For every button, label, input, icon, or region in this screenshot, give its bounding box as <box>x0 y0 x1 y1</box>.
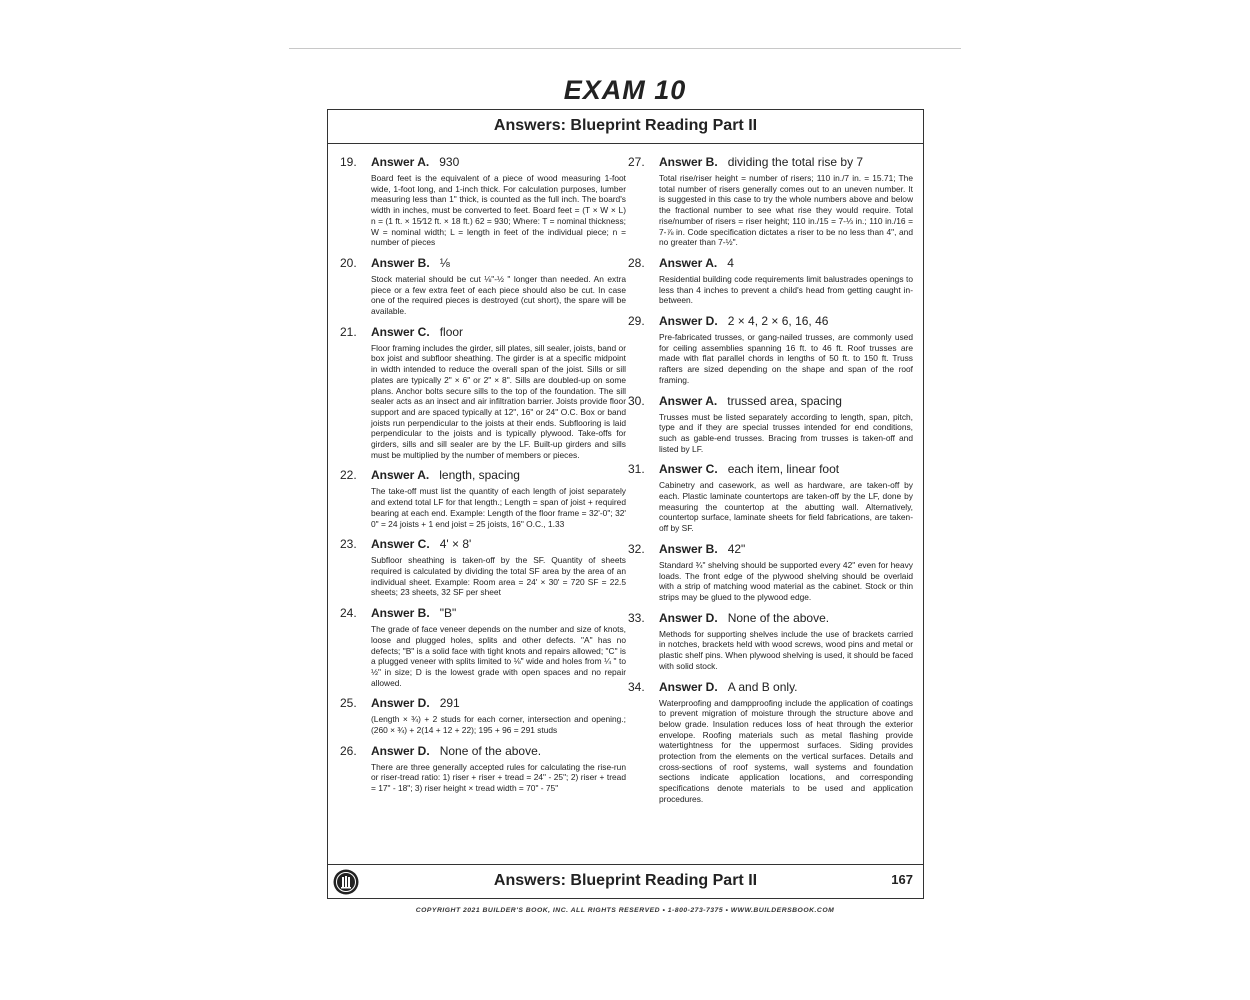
question-line <box>340 605 626 621</box>
answer-choice: trussed area, spacing <box>727 393 842 408</box>
answer-choice: length, spacing <box>439 468 520 483</box>
question-line <box>340 324 626 340</box>
answer-item <box>340 154 626 248</box>
answer-label: Answer D. <box>659 679 718 694</box>
section-footer <box>328 864 923 898</box>
question-number: 26. <box>340 743 357 758</box>
answer-explanation: (Length × ¾) + 2 studs for each corner, intersection and opening.; (260 × ¾) + 2(14 + 12 + 22); 195 + 96 = 291 studs <box>371 714 626 736</box>
answer-choice: floor <box>439 324 464 339</box>
answers-column-right <box>628 154 913 812</box>
question-number: 21. <box>340 324 357 339</box>
question-line <box>340 695 626 711</box>
answers-column-left <box>340 154 626 801</box>
answer-label: Answer D. <box>371 696 430 711</box>
answer-explanation: There are three generally accepted rules for calculating the rise-run or riser-tread ratio: 1) riser + riser + tread = 24" - 25"; 2) riser + tread = 17" - 18"; 3) riser height × tread width = 70" - 75" <box>371 761 626 794</box>
question-line <box>628 393 913 409</box>
question-line <box>628 313 913 329</box>
answer-explanation: Trusses must be listed separately according to length, span, pitch, type and if they are special trusses intended for end conditions, such as gable-end trusses. Bracing from trusses is taken-off and listed by LF. <box>659 411 913 454</box>
answer-choice: ⅛ <box>439 255 450 270</box>
answer-item <box>340 743 626 794</box>
top-divider <box>289 48 961 49</box>
question-line <box>628 610 913 626</box>
page-number: 167 <box>891 872 913 887</box>
footer-title: Answers: Blueprint Reading Part II <box>493 872 758 889</box>
question-line <box>628 255 913 271</box>
answer-item <box>628 313 913 386</box>
answer-label: Answer A. <box>659 255 718 270</box>
copyright-line: COPYRIGHT 2021 BUILDER'S BOOK, INC. ALL RIGHTS RESERVED • 1-800-273-7375 • WWW.BUILDERSBOOK.COM <box>415 907 835 914</box>
question-line <box>628 461 913 477</box>
answer-item <box>340 605 626 688</box>
answer-label: Answer B. <box>659 541 718 556</box>
answer-choice: 2 × 4, 2 × 6, 16, 46 <box>727 314 829 329</box>
question-line <box>628 154 913 170</box>
answer-choice: "B" <box>439 606 457 621</box>
answer-explanation: Board feet is the equivalent of a piece of wood measuring 1-foot wide, 1-foot long, and 1-inch thick. For calculation purposes, lumber measuring less than 1" thick, is counted as the full inch. The board's width in inches, must be converted to feet. Board feet = (T × W × L) n = (1 ft. × 15⁄12 ft. × 18 ft.) 62 = 930; Where: T = nominal thickness; W = nominal width; L = length in feet of the individual piece; n = number of pieces <box>371 173 626 248</box>
page-frame <box>327 109 924 899</box>
question-number: 25. <box>340 696 357 711</box>
answer-explanation: Cabinetry and casework, as well as hardware, are taken-off by each. Plastic laminate countertops are taken-off by the LF, done by measuring the countertop at the abutting wall. Alternatively, countertop surface, laminate sheets for field fabrications, are taken-off by SF. <box>659 480 913 534</box>
answer-item <box>340 324 626 461</box>
answer-explanation: Standard ¾" shelving should be supported every 42" even for heavy loads. The front edge of the plywood shelving should be overlaid with a strip of matching wood material as the cabinet. Stock or thin strips may be glued to the plywood edge. <box>659 559 913 602</box>
answer-choice: 42" <box>727 541 746 556</box>
question-number: 24. <box>340 606 357 621</box>
answer-label: Answer C. <box>371 324 430 339</box>
question-line <box>340 467 626 483</box>
answer-label: Answer B. <box>371 606 430 621</box>
question-line <box>628 679 913 695</box>
answer-item <box>628 541 913 603</box>
question-number: 22. <box>340 468 357 483</box>
question-number: 31. <box>628 462 645 477</box>
question-number: 23. <box>340 537 357 552</box>
answer-label: Answer C. <box>659 462 718 477</box>
answer-item <box>628 610 913 672</box>
question-number: 28. <box>628 255 645 270</box>
answer-label: Answer A. <box>371 155 430 169</box>
answer-item <box>628 679 913 805</box>
question-line <box>340 154 626 170</box>
answer-choice: 4 <box>727 255 734 270</box>
question-line <box>340 536 626 552</box>
answer-choice: 930 <box>439 155 460 169</box>
answer-label: Answer B. <box>659 155 718 169</box>
answer-label: Answer D. <box>371 743 430 758</box>
question-line <box>628 541 913 557</box>
answer-label: Answer A. <box>659 393 718 408</box>
answer-explanation: Floor framing includes the girder, sill plates, sill sealer, joists, band or box joist and subfloor sheathing. The girder is at a specific midpoint in width intended to reduce the overall span of the joist. Sills or sill plates are typically 2" × 6" or 2" × 8". Sills are doubled-up on some plans. Anchor bolts secure sills to the top of the foundation. The sill sealer acts as an insect and air infiltration barrier. Joists provide floor support and are spaced typically at 12", 16" or 24" O.C. Box or band joists run perpendicular to the joists at their ends. Subflooring is laid perpendicular to the joists and is typically plywood. Take-offs for girders, sills and sill sealer are by the LF. Built-up girders and sills must be multiplied by the number of members or pieces. <box>371 342 626 460</box>
answer-label: Answer D. <box>659 610 718 625</box>
answer-choice: A and B only. <box>727 679 798 694</box>
answer-item <box>628 154 913 248</box>
question-number: 32. <box>628 541 645 556</box>
answer-explanation: Stock material should be cut ⅛"-½ " longer than needed. An extra piece or a few extra feet of each piece should also be cut. In case one of the required pieces is destroyed (cut short), the spare will be available. <box>371 273 626 317</box>
question-number: 19. <box>340 155 357 169</box>
exam-title: EXAM 10 <box>563 75 687 105</box>
answer-explanation: Total rise/riser height = number of risers; 110 in./7 in. = 15.71; The total number of risers generally comes out to an uneven number. It is suggested in this case to try the whole numbers above and below the fractional number to see what rise they would require. Total rise/number of risers = riser height; 110 in./15 = 7-⅓ in.; 110 in./16 = 7-⅞ in. Code specification dictates a riser to be no less than 4", and no greater than 7-½". <box>659 173 913 248</box>
answer-choice: each item, linear foot <box>727 462 840 477</box>
section-title: Answers: Blueprint Reading Part II <box>493 117 758 134</box>
answer-label: Answer C. <box>371 537 430 552</box>
question-number: 29. <box>628 314 645 329</box>
answer-explanation: Methods for supporting shelves include the use of brackets carried in notches, brackets held with wood screws, wood pins and metal or plastic shelf pins. When plywood shelving is used, it should be faced with solid stock. <box>659 628 913 671</box>
question-number: 30. <box>628 393 645 408</box>
answer-label: Answer A. <box>371 468 430 483</box>
answer-choice: dividing the total rise by 7 <box>727 155 864 169</box>
answer-explanation: Pre-fabricated trusses, or gang-nailed trusses, are commonly used for ceiling assemblies spanning 16 ft. to 46 ft. Roof trusses are made with flat parallel chords in lengths of 50 ft. to 150 ft. Truss rafters are sized depending on the shape and span of the roof framing. <box>659 332 913 385</box>
answer-choice: 291 <box>439 696 460 711</box>
question-line <box>340 255 626 271</box>
question-number: 20. <box>340 255 357 270</box>
answer-explanation: The grade of face veneer depends on the number and size of knots, loose and plugged holes, splits and other defects. "A" has no defects; "B" is a solid face with tight knots and repairs allowed; "C" is a plugged veneer with splits limited to ⅛" wide and holes from ¼ " to ½" in size; D is the lowest grade with open spaces and no repair allowed. <box>371 624 626 688</box>
answer-item <box>628 461 913 534</box>
question-number: 34. <box>628 679 645 694</box>
answer-explanation: The take-off must list the quantity of each length of joist separately and extend total LF for that length.; Length = span of joist + required bearing at each end. Example: Length of the floor frame = 32'-0"; 32' 0" = 24 joists + 1 end joist = 25 joists, 16" O.C., 1.33 <box>371 486 626 529</box>
answer-item <box>628 393 913 455</box>
answer-item <box>628 255 913 306</box>
answer-item <box>340 695 626 735</box>
question-number: 27. <box>628 155 645 169</box>
answer-item <box>340 255 626 317</box>
question-line <box>340 743 626 759</box>
answer-explanation: Subfloor sheathing is taken-off by the SF. Quantity of sheets required is calculated by dividing the total SF area by the area of an individual sheet. Example: Room area = 24' × 30' = 720 SF = 22.5 sheets; 23 sheets, 32 SF per sheet <box>371 555 626 598</box>
answer-choice: None of the above. <box>439 743 542 758</box>
answer-item <box>340 467 626 529</box>
answer-explanation: Residential building code requirements limit balustrades openings to less than 4 inches to prevent a child's head from getting caught in-between. <box>659 273 913 306</box>
answer-explanation: Waterproofing and dampproofing include the application of coatings to prevent migration of moisture through the structure above and below grade. Insulation reduces loss of heat through the exterior envelope. Roofing materials such as metal flashing provide watertightness for the uppermost surfaces. Siding provides protection from the elements on the vertical surfaces. Details and cross-sections of roof systems, wall systems and foundation sections indicate application locations, and corresponding specifications denote materials to be used and application procedures. <box>659 697 913 804</box>
section-header <box>328 110 923 144</box>
answer-label: Answer D. <box>659 314 718 329</box>
answer-item <box>340 536 626 598</box>
answer-choice: 4' × 8' <box>439 537 472 552</box>
answer-label: Answer B. <box>371 255 430 270</box>
question-number: 33. <box>628 610 645 625</box>
answer-choice: None of the above. <box>727 610 830 625</box>
